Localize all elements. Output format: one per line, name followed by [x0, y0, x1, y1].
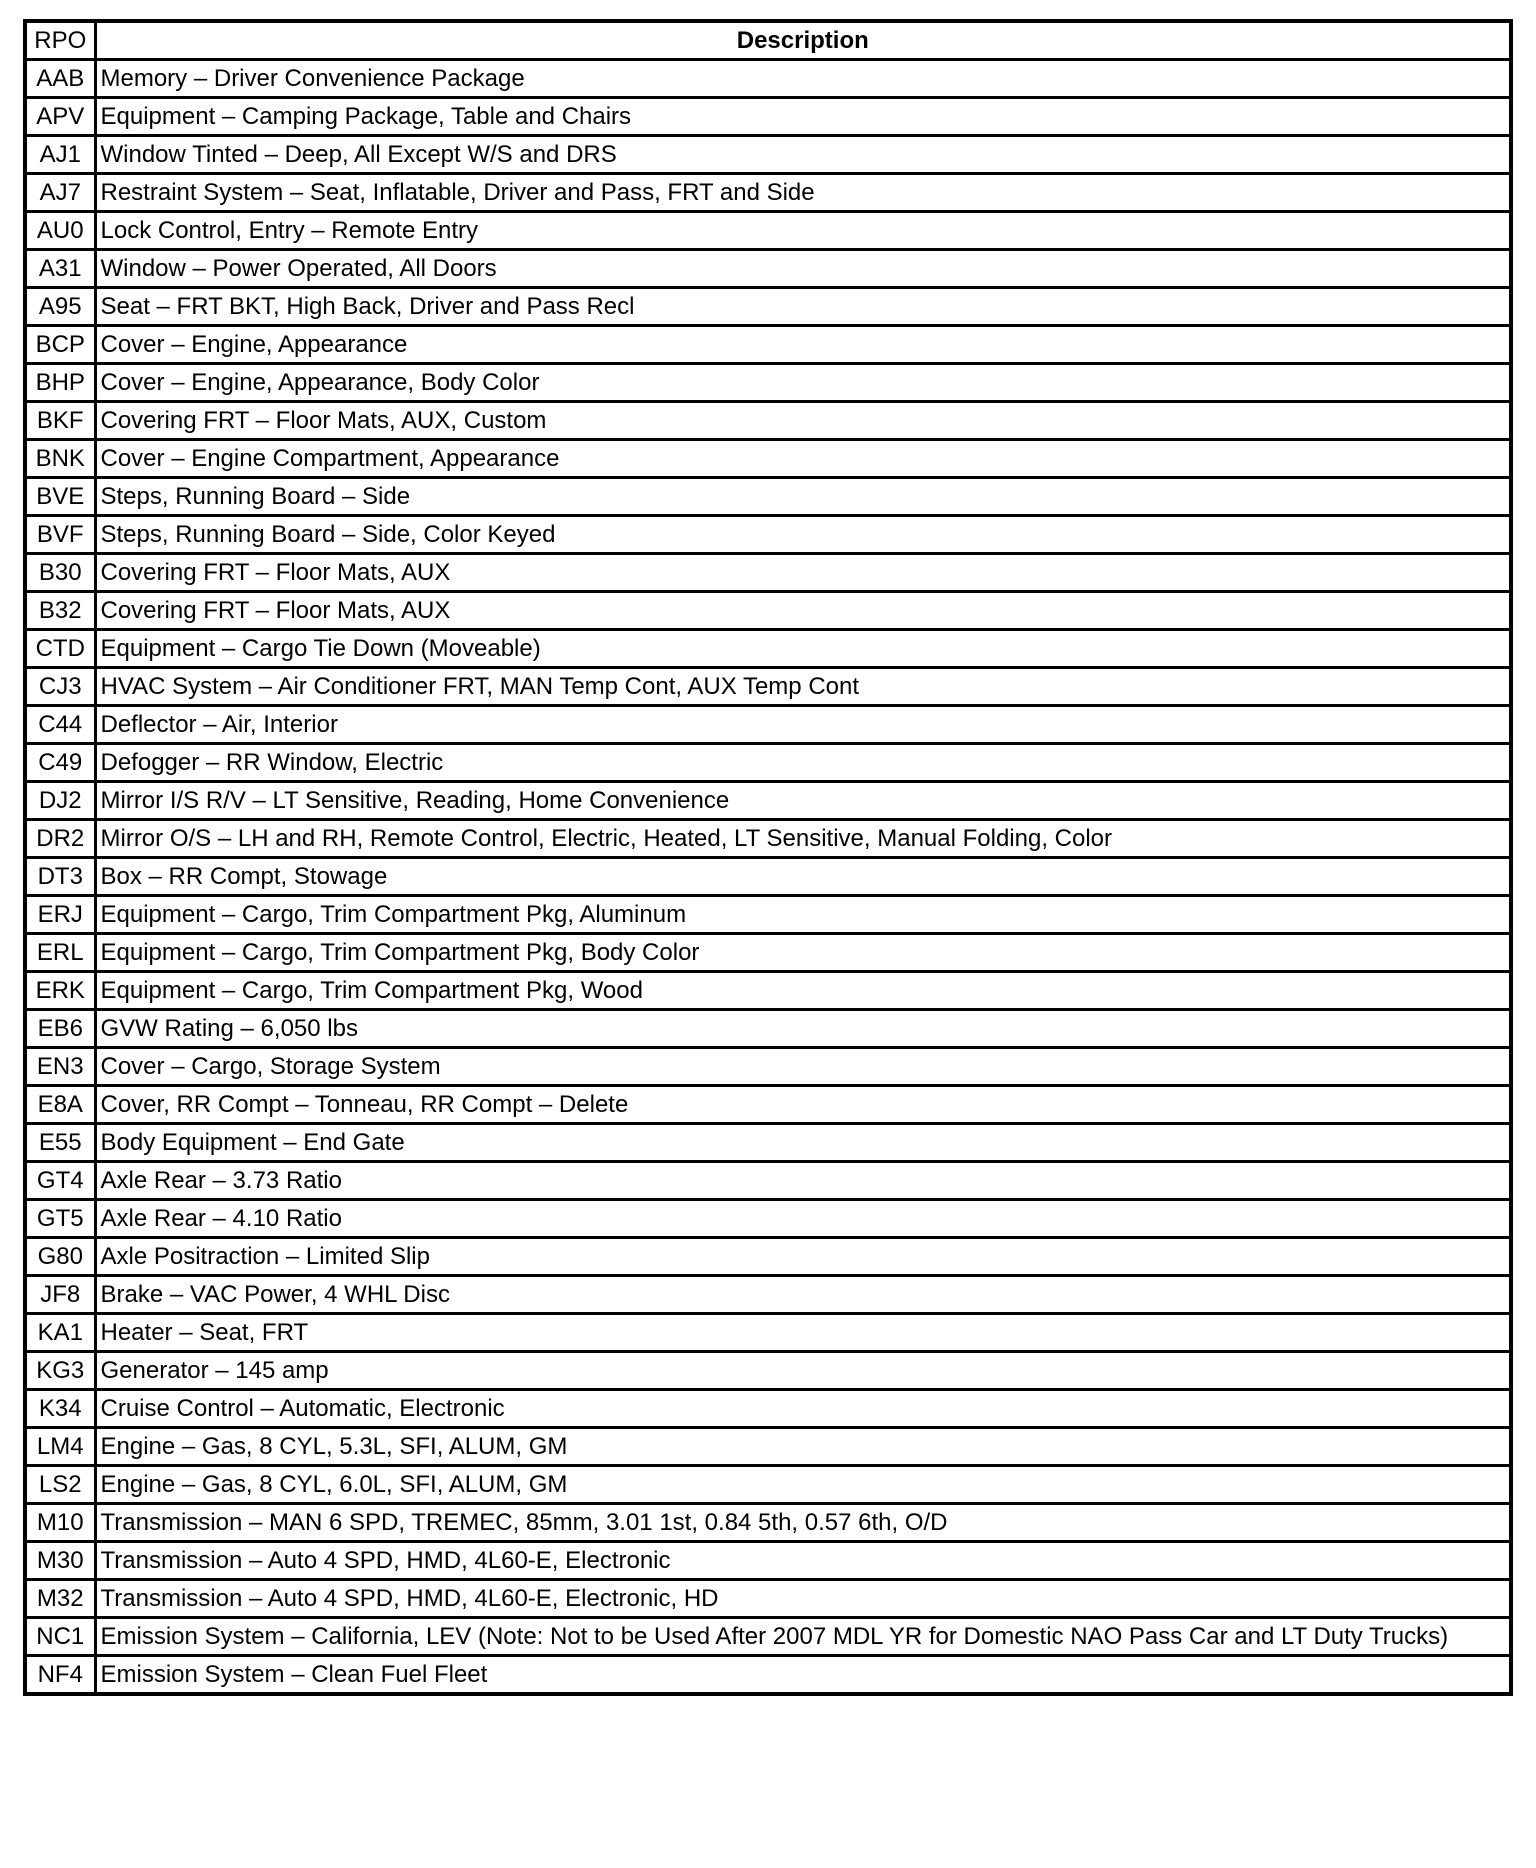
- rpo-code-cell: ERJ: [25, 896, 95, 934]
- table-row: [25, 744, 1511, 782]
- rpo-code-cell: DJ2: [25, 782, 95, 820]
- rpo-code-cell: A95: [25, 288, 95, 326]
- rpo-code-cell: AJ7: [25, 174, 95, 212]
- description-cell: Restraint System – Seat, Inflatable, Driver and Pass, FRT and Side: [95, 174, 1511, 212]
- description-cell: HVAC System – Air Conditioner FRT, MAN Temp Cont, AUX Temp Cont: [95, 668, 1511, 706]
- rpo-code-cell: JF8: [25, 1276, 95, 1314]
- description-cell: Cover, RR Compt – Tonneau, RR Compt – Delete: [95, 1086, 1511, 1124]
- table-row: [25, 1010, 1511, 1048]
- description-cell: Emission System – Clean Fuel Fleet: [95, 1656, 1511, 1695]
- rpo-code-cell: KG3: [25, 1352, 95, 1390]
- rpo-code-cell: BVF: [25, 516, 95, 554]
- rpo-code-cell: C49: [25, 744, 95, 782]
- description-cell: Transmission – Auto 4 SPD, HMD, 4L60-E, Electronic: [95, 1542, 1511, 1580]
- table-row: [25, 592, 1511, 630]
- table-row: [25, 1314, 1511, 1352]
- rpo-code-cell: CJ3: [25, 668, 95, 706]
- rpo-code-cell: ERK: [25, 972, 95, 1010]
- rpo-code-cell: A31: [25, 250, 95, 288]
- table-row: [25, 706, 1511, 744]
- table-row: [25, 858, 1511, 896]
- table-row: [25, 1200, 1511, 1238]
- description-cell: Brake – VAC Power, 4 WHL Disc: [95, 1276, 1511, 1314]
- description-cell: Heater – Seat, FRT: [95, 1314, 1511, 1352]
- rpo-code-cell: DT3: [25, 858, 95, 896]
- header-row: [25, 21, 1511, 60]
- rpo-code-cell: EB6: [25, 1010, 95, 1048]
- description-cell: Cover – Engine, Appearance, Body Color: [95, 364, 1511, 402]
- rpo-code-cell: ERL: [25, 934, 95, 972]
- description-cell: Box – RR Compt, Stowage: [95, 858, 1511, 896]
- rpo-code-cell: AAB: [25, 60, 95, 98]
- table-row: [25, 1580, 1511, 1618]
- table-row: [25, 212, 1511, 250]
- table-row: [25, 1428, 1511, 1466]
- table-row: [25, 478, 1511, 516]
- description-cell: Equipment – Camping Package, Table and Chairs: [95, 98, 1511, 136]
- rpo-code-cell: B30: [25, 554, 95, 592]
- description-cell: Body Equipment – End Gate: [95, 1124, 1511, 1162]
- rpo-code-cell: LS2: [25, 1466, 95, 1504]
- description-cell: Covering FRT – Floor Mats, AUX: [95, 554, 1511, 592]
- table-row: [25, 250, 1511, 288]
- rpo-code-cell: G80: [25, 1238, 95, 1276]
- rpo-code-cell: AU0: [25, 212, 95, 250]
- rpo-code-cell: NC1: [25, 1618, 95, 1656]
- table-row: [25, 630, 1511, 668]
- rpo-code-cell: BHP: [25, 364, 95, 402]
- table-row: [25, 1086, 1511, 1124]
- rpo-code-cell: B32: [25, 592, 95, 630]
- description-cell: GVW Rating – 6,050 lbs: [95, 1010, 1511, 1048]
- description-cell: Window Tinted – Deep, All Except W/S and DRS: [95, 136, 1511, 174]
- rpo-code-cell: APV: [25, 98, 95, 136]
- table-row: [25, 364, 1511, 402]
- table-row: [25, 896, 1511, 934]
- description-cell: Steps, Running Board – Side, Color Keyed: [95, 516, 1511, 554]
- table-row: [25, 972, 1511, 1010]
- description-cell: Generator – 145 amp: [95, 1352, 1511, 1390]
- rpo-table: [23, 19, 1513, 1696]
- description-cell: Defogger – RR Window, Electric: [95, 744, 1511, 782]
- table-row: [25, 782, 1511, 820]
- description-cell: Axle Rear – 4.10 Ratio: [95, 1200, 1511, 1238]
- description-cell: Equipment – Cargo, Trim Compartment Pkg, Body Color: [95, 934, 1511, 972]
- rpo-code-cell: E8A: [25, 1086, 95, 1124]
- description-cell: Cover – Engine Compartment, Appearance: [95, 440, 1511, 478]
- table-row: [25, 136, 1511, 174]
- description-cell: Mirror I/S R/V – LT Sensitive, Reading, Home Convenience: [95, 782, 1511, 820]
- table-row: [25, 98, 1511, 136]
- rpo-code-cell: BNK: [25, 440, 95, 478]
- description-cell: Cover – Cargo, Storage System: [95, 1048, 1511, 1086]
- table-row: [25, 1656, 1511, 1695]
- description-cell: Cruise Control – Automatic, Electronic: [95, 1390, 1511, 1428]
- description-cell: Equipment – Cargo, Trim Compartment Pkg, Aluminum: [95, 896, 1511, 934]
- description-header: Description: [95, 21, 1511, 60]
- table-row: [25, 402, 1511, 440]
- description-cell: Cover – Engine, Appearance: [95, 326, 1511, 364]
- rpo-code-cell: E55: [25, 1124, 95, 1162]
- rpo-code-cell: KA1: [25, 1314, 95, 1352]
- table-row: [25, 1618, 1511, 1656]
- rpo-code-cell: AJ1: [25, 136, 95, 174]
- rpo-code-cell: BCP: [25, 326, 95, 364]
- table-row: [25, 1542, 1511, 1580]
- rpo-code-cell: CTD: [25, 630, 95, 668]
- rpo-code-cell: DR2: [25, 820, 95, 858]
- description-cell: Covering FRT – Floor Mats, AUX: [95, 592, 1511, 630]
- rpo-code-cell: GT5: [25, 1200, 95, 1238]
- description-cell: Transmission – Auto 4 SPD, HMD, 4L60-E, Electronic, HD: [95, 1580, 1511, 1618]
- description-cell: Emission System – California, LEV (Note: Not to be Used After 2007 MDL YR for Domestic NAO Pass Car and LT Duty Trucks): [95, 1618, 1511, 1656]
- rpo-code-cell: C44: [25, 706, 95, 744]
- table-row: [25, 1466, 1511, 1504]
- table-row: [25, 1048, 1511, 1086]
- table-row: [25, 516, 1511, 554]
- description-cell: Deflector – Air, Interior: [95, 706, 1511, 744]
- description-cell: Lock Control, Entry – Remote Entry: [95, 212, 1511, 250]
- table-row: [25, 554, 1511, 592]
- table-row: [25, 440, 1511, 478]
- description-cell: Equipment – Cargo Tie Down (Moveable): [95, 630, 1511, 668]
- rpo-code-cell: GT4: [25, 1162, 95, 1200]
- table-row: [25, 174, 1511, 212]
- table-row: [25, 1352, 1511, 1390]
- rpo-code-cell: NF4: [25, 1656, 95, 1695]
- table-row: [25, 1238, 1511, 1276]
- rpo-code-cell: K34: [25, 1390, 95, 1428]
- description-cell: Mirror O/S – LH and RH, Remote Control, Electric, Heated, LT Sensitive, Manual Folding, Color: [95, 820, 1511, 858]
- rpo-code-cell: LM4: [25, 1428, 95, 1466]
- description-cell: Axle Positraction – Limited Slip: [95, 1238, 1511, 1276]
- description-cell: Window – Power Operated, All Doors: [95, 250, 1511, 288]
- table-row: [25, 1162, 1511, 1200]
- rpo-code-cell: BKF: [25, 402, 95, 440]
- table-row: [25, 934, 1511, 972]
- table-row: [25, 1504, 1511, 1542]
- table-row: [25, 60, 1511, 98]
- table-row: [25, 1390, 1511, 1428]
- rpo-code-cell: BVE: [25, 478, 95, 516]
- description-cell: Engine – Gas, 8 CYL, 6.0L, SFI, ALUM, GM: [95, 1466, 1511, 1504]
- table-row: [25, 820, 1511, 858]
- table-body: [25, 60, 1511, 1695]
- table-row: [25, 668, 1511, 706]
- rpo-code-cell: M10: [25, 1504, 95, 1542]
- description-cell: Transmission – MAN 6 SPD, TREMEC, 85mm, 3.01 1st, 0.84 5th, 0.57 6th, O/D: [95, 1504, 1511, 1542]
- rpo-code-cell: M30: [25, 1542, 95, 1580]
- description-cell: Equipment – Cargo, Trim Compartment Pkg, Wood: [95, 972, 1511, 1010]
- description-cell: Steps, Running Board – Side: [95, 478, 1511, 516]
- rpo-code-cell: EN3: [25, 1048, 95, 1086]
- description-cell: Engine – Gas, 8 CYL, 5.3L, SFI, ALUM, GM: [95, 1428, 1511, 1466]
- table-row: [25, 1124, 1511, 1162]
- table-row: [25, 288, 1511, 326]
- description-cell: Memory – Driver Convenience Package: [95, 60, 1511, 98]
- rpo-code-cell: M32: [25, 1580, 95, 1618]
- table-row: [25, 1276, 1511, 1314]
- description-cell: Seat – FRT BKT, High Back, Driver and Pass Recl: [95, 288, 1511, 326]
- description-cell: Axle Rear – 3.73 Ratio: [95, 1162, 1511, 1200]
- description-cell: Covering FRT – Floor Mats, AUX, Custom: [95, 402, 1511, 440]
- rpo-header: RPO: [25, 21, 95, 60]
- table-row: [25, 326, 1511, 364]
